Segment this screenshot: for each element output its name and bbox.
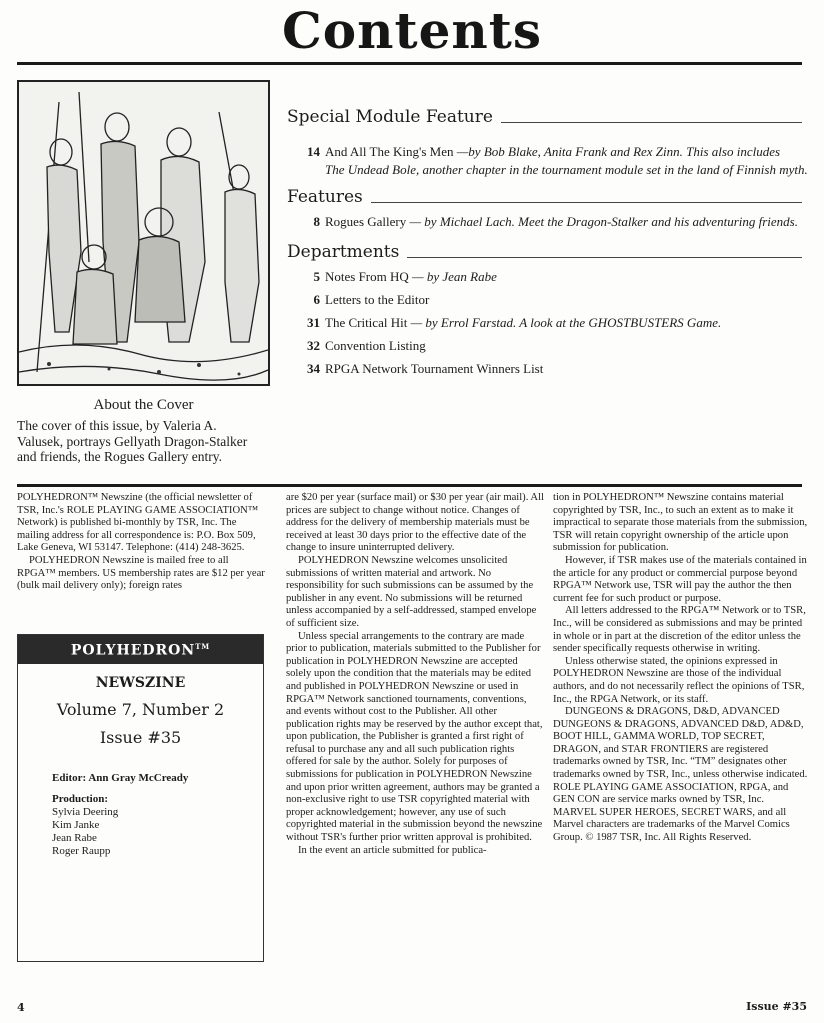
- paragraph: are $20 per year (surface mail) or $30 per year (air mail). All prices are subject to change without notice. Changes of address for the delivery of membership materials must be received at least 30 days prior to the effective date of the change to insure uninterrupted delivery.: [286, 492, 544, 554]
- toc-page-number: 31: [307, 315, 320, 330]
- toc-page-number: 32: [307, 338, 320, 353]
- section-rule: [371, 202, 802, 203]
- toc-entry[interactable]: [300, 143, 815, 179]
- section-heading: Features: [287, 187, 363, 207]
- paragraph: Unless special arrangements to the contrary are made prior to publication, materials submitted to the Publisher for publication in POLYHEDRON Newszine are accepted solely upon the condition that the materials may be edited and published in POLYHEDRON Newszine or used in RPGA™ Network sanctioned tournaments, conventions, and events without cost to the Publisher. All other publication rights may be reserved by the author except that, upon publication, the Publisher is granted a first right of refusal to purchase any and all such publication rights offered for sale by the author. Solely for purposes of submissions for publication in POLYHEDRON Newszine and upon prior written agreement, authors may be granted a non-exclusive right to use TSR copyrighted material with proper acknowledgement; however, any use of such copyrighted material in the submission beyond the newszine without TSR's further prior written approval is prohibited.: [286, 630, 543, 844]
- production-label: Production:: [52, 792, 109, 805]
- paragraph: However, if TSR makes use of the materials contained in the article for any product or commercial purpose beyond RPGA™ Network use, TSR will pay the author the then current fee for such product or purpose.: [553, 554, 807, 604]
- toc-description: — by Michael Lach. Meet the Dragon-Stalker and his adventuring friends.: [406, 214, 798, 229]
- toc-page-number: 8: [313, 214, 320, 229]
- about-cover-text: The cover of this issue, by Valeria A. Valusek, portrays Gellyath Dragon-Stalker and friends, the Rogues Gallery entry.: [17, 418, 248, 464]
- column-1: [17, 492, 267, 593]
- toc-entry[interactable]: [300, 337, 815, 355]
- toc-entry[interactable]: [300, 268, 815, 286]
- about-cover-heading: About the Cover: [93, 397, 194, 413]
- masthead-newszine: NEWSZINE: [95, 674, 186, 691]
- toc-title: Notes From HQ: [325, 269, 409, 284]
- paragraph: In the event an article submitted for publica-: [298, 844, 487, 856]
- paragraph: Unless otherwise stated, the opinions expressed in POLYHEDRON Newszine are those of the individual authors, and do not necessarily reflect the opinions of TSR, Inc., the RPGA Network, or its staff.: [553, 655, 805, 705]
- section-features: [287, 186, 802, 208]
- toc-entry[interactable]: [300, 314, 815, 332]
- masthead-credits: [52, 772, 263, 858]
- page-title: Contents: [281, 1, 542, 60]
- toc-page-number: 5: [313, 269, 320, 284]
- toc-title: And All The King's Men: [325, 144, 454, 159]
- toc-title: RPGA Network Tournament Winners List: [325, 361, 544, 376]
- production-name: Sylvia Deering: [52, 805, 119, 818]
- masthead-volume: Volume 7, Number 2: [56, 699, 225, 719]
- toc-page-number: 6: [313, 292, 320, 307]
- toc-title: Convention Listing: [325, 338, 426, 353]
- cover-illustration: [17, 80, 270, 386]
- page-number: 4: [17, 1001, 25, 1014]
- section-rule: [407, 257, 802, 258]
- toc-description: — by Errol Farstad. A look at the GHOSTBUSTERS Game.: [407, 315, 722, 330]
- toc-title: Letters to the Editor: [325, 292, 430, 307]
- toc-entry[interactable]: [300, 291, 815, 309]
- paragraph: POLYHEDRON™ Newszine (the official newsletter of TSR, Inc.'s ROLE PLAYING GAME ASSOCIATION™ Network) is published bi-monthly by TSR, Inc. The mailing address for all correspondence is: P.O. Box 509, Lake Geneva, WI 53147. Telephone: (414) 248-3625.: [17, 492, 259, 554]
- toc-description: —by Bob Blake, Anita Frank and Rex Zinn. This also includes: [456, 144, 781, 159]
- column-3: [553, 492, 809, 845]
- section-special-module-feature: [287, 106, 802, 128]
- production-name: Roger Raupp: [52, 844, 111, 857]
- paragraph: DUNGEONS & DRAGONS, D&D, ADVANCED DUNGEONS & DRAGONS, ADVANCED D&D, AD&D, BOOT HILL, GAMMA WORLD, TOP SECRET, DRAGON, and STAR FRONTIERS are registered trademarks owned by TSR, Inc. “TM” designates other trademarks owned by TSR, Inc., unless otherwise indicated. ROLE PLAYING GAME ASSOCIATION, RPGA, and GEN CON are service marks owned by TSR, Inc. MARVEL SUPER HEROES, SECRET WARS, and all Marvel characters are trademarks of the Marvel Comics Group. © 1987 TSR, Inc. All Rights Reserved.: [553, 706, 808, 844]
- production-name: Kim Janke: [52, 818, 100, 831]
- masthead-box: [17, 634, 264, 962]
- toc-title: The Critical Hit: [325, 315, 408, 330]
- title-rule: [17, 62, 802, 65]
- toc-page-number: 14: [307, 144, 320, 159]
- paragraph: All letters addressed to the RPGA™ Network or to TSR, Inc., will be considered as submissions and may be printed in whole or in part at the discretion of the editor unless the sender specifically requests otherwise in writing.: [553, 605, 806, 655]
- toc-entry[interactable]: [300, 213, 815, 231]
- paragraph: POLYHEDRON Newszine is mailed free to all RPGA™ members. US membership rates are $12 per year (bulk mail delivery only); foreign rates: [17, 554, 265, 592]
- section-rule: [501, 122, 802, 123]
- section-heading: Special Module Feature: [287, 107, 493, 127]
- brand-name: POLYHEDRON: [70, 642, 196, 659]
- footer-issue: Issue #35: [746, 1000, 807, 1013]
- toc-page-number: 34: [307, 361, 320, 376]
- trademark-mark: TM: [195, 642, 211, 651]
- toc-title: Rogues Gallery: [325, 214, 407, 229]
- column-2: [286, 492, 544, 857]
- editor-credit: Editor: Ann Gray McCready: [52, 771, 189, 784]
- cover-art-image: [19, 82, 268, 384]
- paragraph: POLYHEDRON Newszine welcomes unsolicited submissions of written material and artwork. No responsibility for such submissions can be assumed by the publisher in any event. No submissions will be returned unless accompanied by a self-addressed, stamped envelope of sufficient size.: [286, 554, 537, 629]
- section-departments: [287, 241, 802, 263]
- masthead-issue: Issue #35: [99, 727, 182, 747]
- toc-description-continued: The Undead Bole, another chapter in the tournament module set in the land of Finnish myth.: [325, 162, 808, 177]
- toc-entry[interactable]: [300, 360, 815, 378]
- production-name: Jean Rabe: [52, 831, 97, 844]
- paragraph: tion in POLYHEDRON™ Newszine contains material copyrighted by TSR, Inc., to such an extent as to make it impractical to separate those materials from the submission, TSR will retain copyright ownership of the article upon submission for publication.: [553, 492, 808, 554]
- section-heading: Departments: [287, 242, 400, 262]
- section-divider-rule: [17, 484, 802, 487]
- toc-description: — by Jean Rabe: [408, 269, 497, 284]
- masthead-brand-bar: [18, 635, 263, 664]
